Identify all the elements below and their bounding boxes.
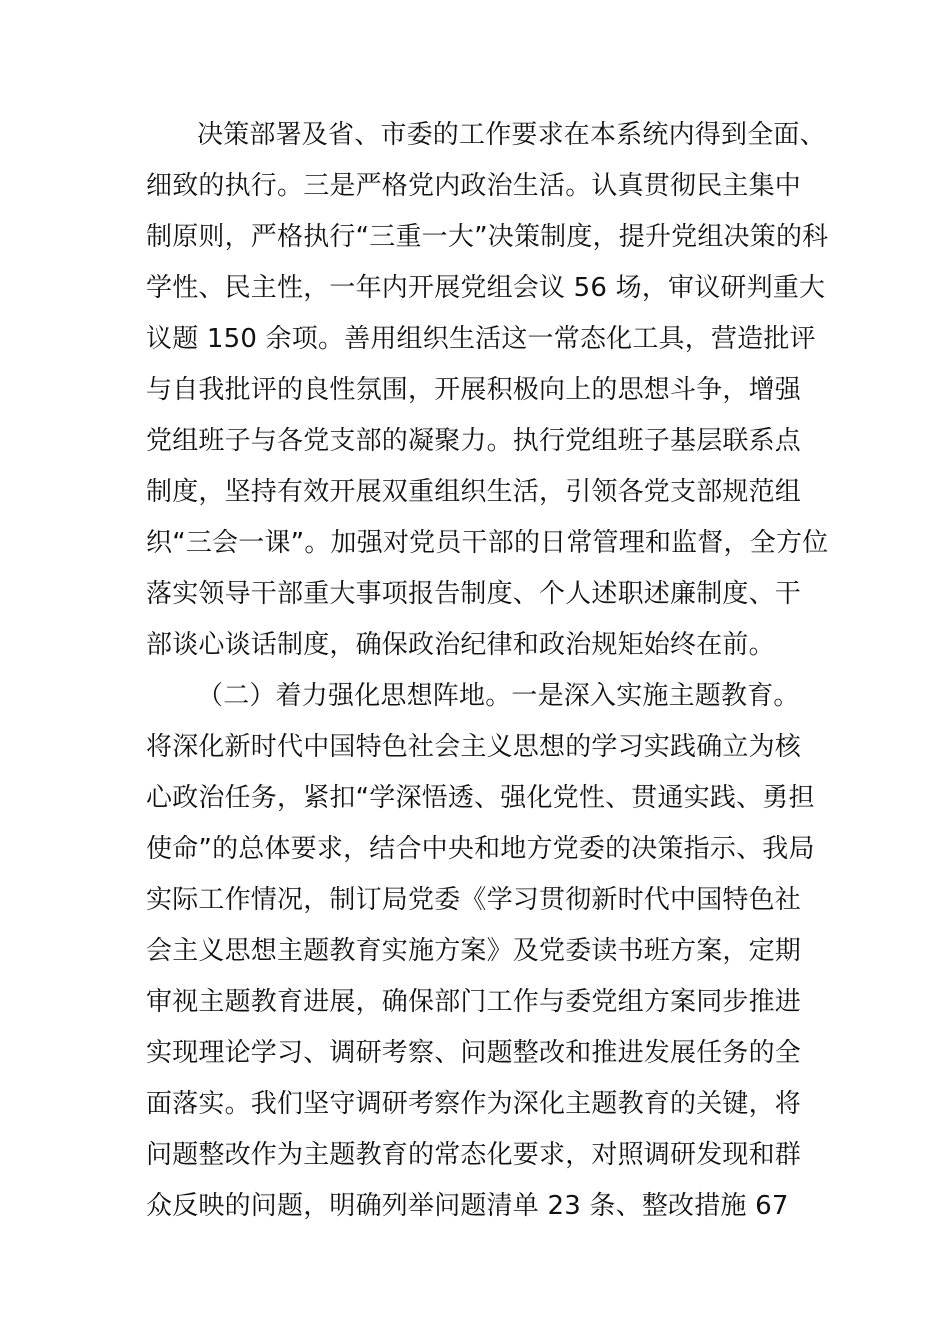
text-line: 心政治任务，紧扣“学深悟透、强化党性、贯通实践、勇担 [146,783,815,813]
text-line: 问题整改作为主题教育的常态化要求，对照调研发现和群 [146,1140,802,1170]
text-line: 织“三会一课”。加强对党员干部的日常管理和监督，全方位 [146,528,829,558]
text-line: 使命”的总体要求，结合中央和地方党委的决策指示、我局 [146,834,815,864]
text-line: 学性、民主性，一年内开展党组会议 56 场，审议研判重大 [146,273,826,303]
text-line: 决策部署及省、市委的工作要求在本系统内得到全面、 [197,120,826,150]
text-line: 实现理论学习、调研考察、问题整改和推进发展任务的全 [146,1038,802,1068]
text-line: 党组班子与各党支部的凝聚力。执行党组班子基层联系点 [146,426,802,456]
text-line: 与自我批评的良性氛围，开展积极向上的思想斗争，增强 [146,375,802,405]
text-line: 落实领导干部重大事项报告制度、个人述职述廉制度、干 [146,579,802,609]
text-line: 面落实。我们坚守调研考察作为深化主题教育的关键，将 [146,1089,802,1119]
text-line: 实际工作情况，制订局党委《学习贯彻新时代中国特色社 [146,885,802,915]
text-line: 细致的执行。三是严格党内政治生活。认真贯彻民主集中 [146,171,802,201]
text-line: 制度，坚持有效开展双重组织生活，引领各党支部规范组 [146,477,802,507]
section-heading-line: （二）着力强化思想阵地。一是深入实施主题教育。 [197,681,800,711]
text-line: 众反映的问题，明确列举问题清单 23 条、整改措施 67 [146,1191,789,1221]
text-line: 制原则，严格执行“三重一大”决策制度，提升党组决策的科 [146,222,829,252]
text-line: 将深化新时代中国特色社会主义思想的学习实践确立为核 [146,732,802,762]
text-line: 部谈心谈话制度，确保政治纪律和政治规矩始终在前。 [146,630,775,660]
text-line: 议题 150 余项。善用组织生活这一常态化工具，营造批评 [146,324,816,354]
text-line: 会主义思想主题教育实施方案》及党委读书班方案，定期 [146,936,802,966]
text-line: 审视主题教育进展，确保部门工作与委党组方案同步推进 [146,987,802,1017]
